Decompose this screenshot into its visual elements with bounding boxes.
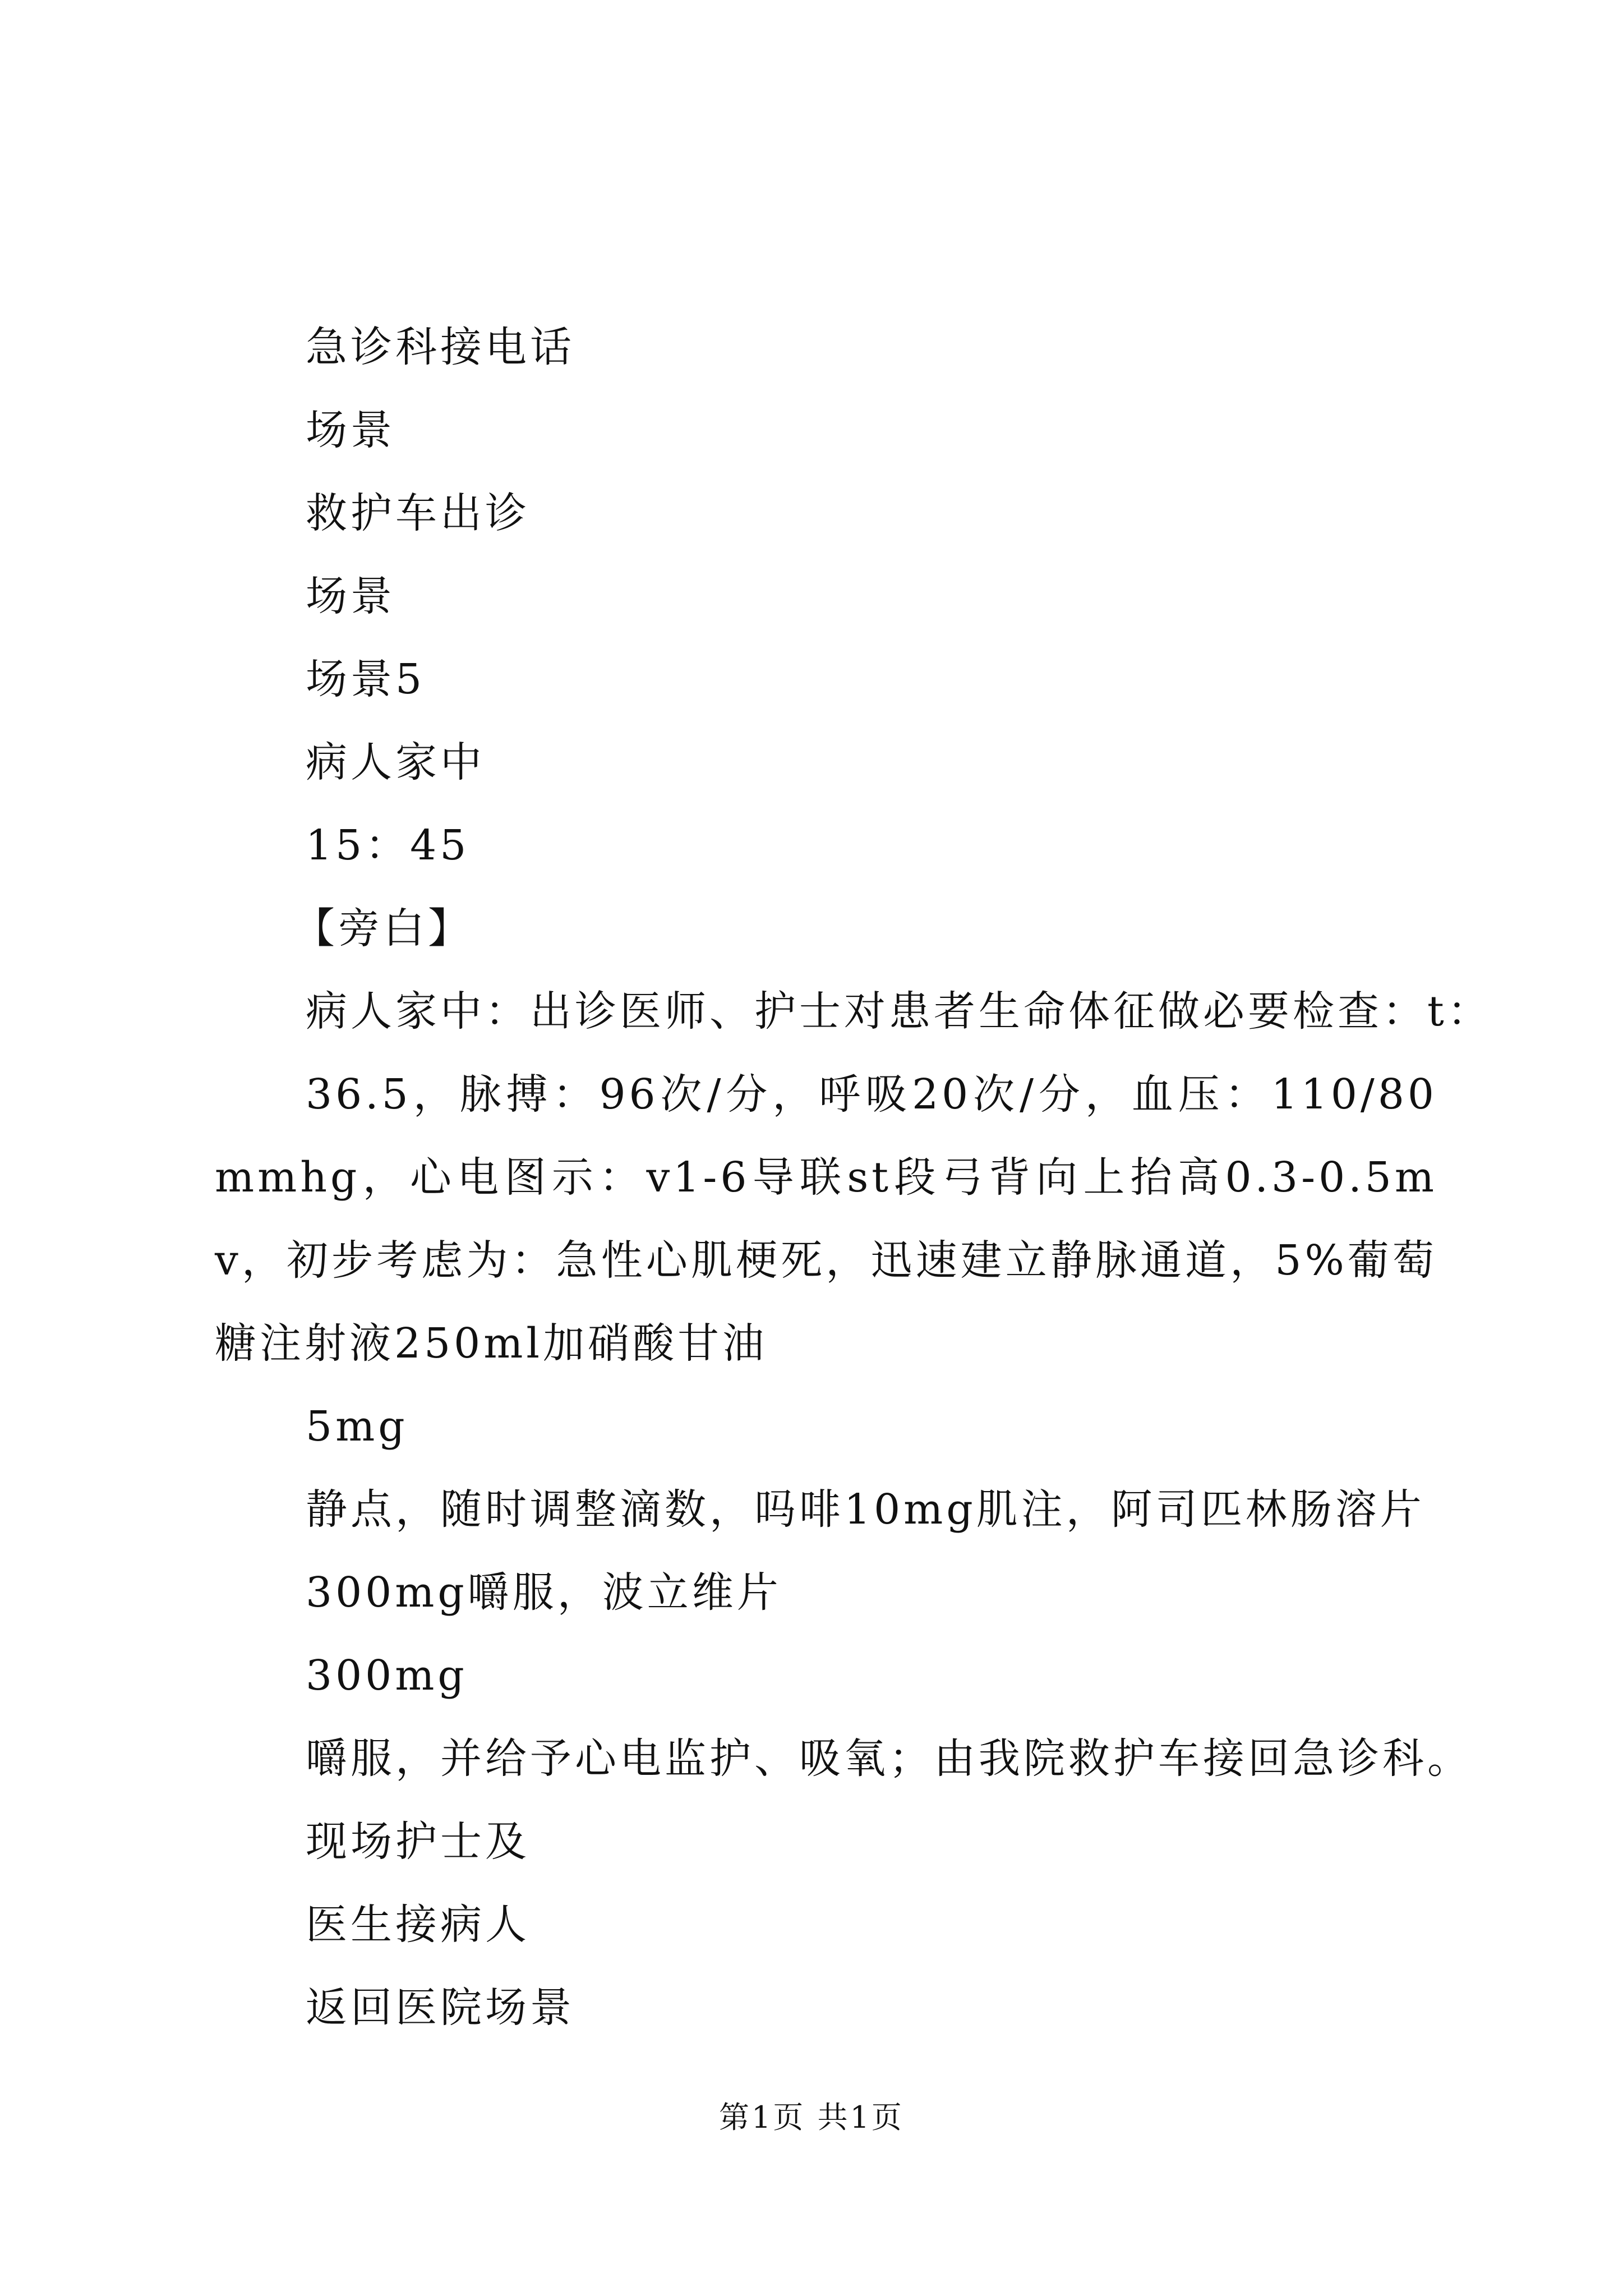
document-body [215,306,1492,2049]
narration-heading: 【旁白】 [293,904,473,953]
text-line: 15：45 [306,821,470,869]
page-number-footer: 第1页 共1页 [719,2100,904,2135]
text-line: 病人家中 [306,738,485,786]
text-line: 静点，随时调整滴数，吗啡10mg肌注，阿司匹林肠溶片 [306,1485,1425,1534]
text-line: 病人家中：出诊医师、护士对患者生命体征做必要检查：t： [306,987,1492,1036]
text-line: 300mg [306,1651,468,1700]
text-line: 场景 [306,572,395,620]
text-line: 现场护士及 [306,1818,530,1866]
text-line: 急诊科接电话 [306,323,575,371]
text-line: 返回医院场景 [306,1984,575,2032]
text-line: 300mg嚼服，波立维片 [306,1568,782,1617]
vital-signs-paragraph: 36.5，脉搏：96次/分，呼吸20次/分，血压：110/80mmhg，心电图示：v1-6导联st段弓背向上抬高0.3-0.5mv，初步考虑为：急性心肌梗死，迅速建立静脉通道，5%葡萄糖注射液250ml加硝酸甘油 [215,1070,1437,1368]
text-line: 5mg [306,1402,408,1451]
text-line: 嚼服，并给予心电监护、吸氧；由我院救护车接回急诊科。 [306,1734,1472,1783]
text-line: 救护车出诊 [306,489,530,537]
text-line: 场景 [306,406,395,454]
text-line: 医生接病人 [306,1901,530,1949]
text-line: 场景5 [306,655,426,703]
